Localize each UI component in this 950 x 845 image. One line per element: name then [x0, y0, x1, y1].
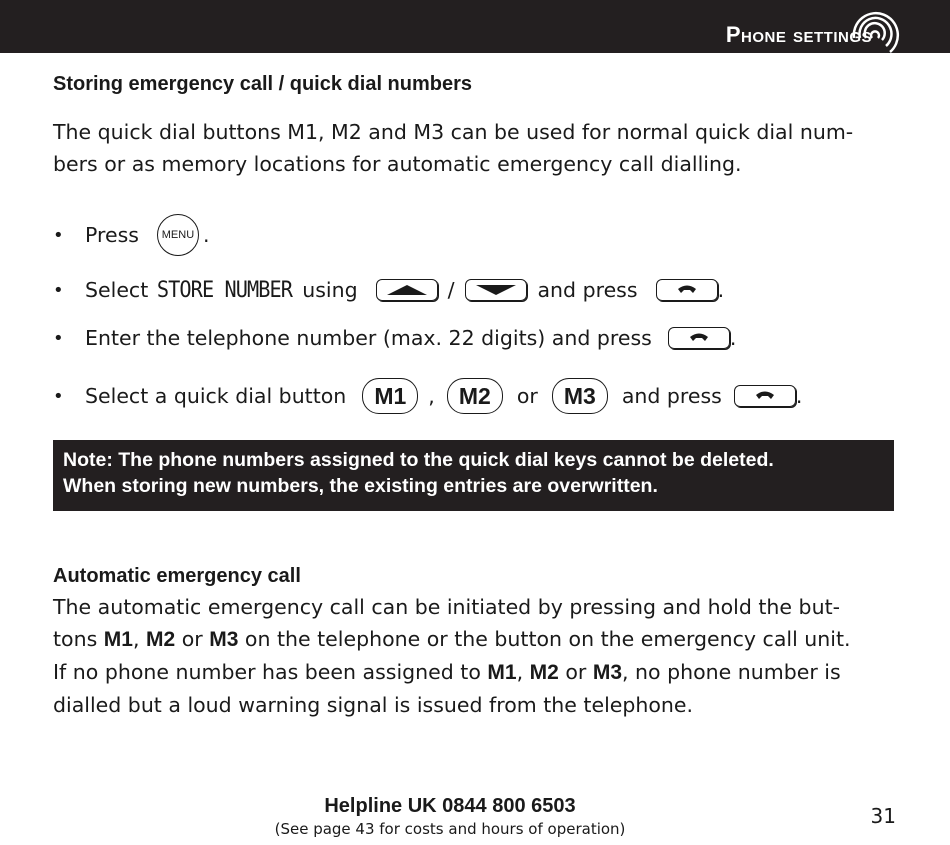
- m3-text: M3: [209, 628, 239, 651]
- text: , no phone number is: [622, 660, 841, 684]
- step-4-and-press: and press: [621, 384, 722, 408]
- intro-line-2: bers or as memory locations for automatic emergency call dialling.: [53, 152, 742, 176]
- header-bar: [0, 0, 950, 53]
- step-2-select: Select: [85, 278, 149, 302]
- step-1-press: Press: [85, 223, 139, 247]
- note-line-1: Note: The phone numbers assigned to the quick dial keys cannot be deleted.: [63, 449, 774, 471]
- automatic-paragraph: [53, 591, 893, 721]
- step-1-end: .: [202, 223, 210, 247]
- step-4: [53, 376, 802, 416]
- step-1: [53, 215, 209, 255]
- auto-line-1: The automatic emergency call can be initiated by pressing and hold the but-: [53, 595, 840, 619]
- section-heading-storing: Storing emergency call / quick dial numbers: [53, 73, 473, 95]
- step-4-end: .: [795, 384, 803, 408]
- m2-key: M2: [447, 378, 503, 414]
- helpline: Helpline UK 0844 800 6503: [324, 795, 576, 817]
- auto-line-2: [53, 623, 893, 656]
- m1-key: M1: [362, 378, 418, 414]
- text: on the telephone or the button on the emergency call unit.: [238, 627, 851, 651]
- auto-line-4: dialled but a loud warning signal is issued from the telephone.: [53, 693, 694, 717]
- menu-key-icon: MENU: [157, 214, 199, 256]
- step-2-and-press: and press: [537, 278, 638, 302]
- text: or: [175, 627, 210, 651]
- step-4-or: or: [516, 384, 538, 408]
- text: ,: [132, 627, 147, 651]
- step-3: [53, 318, 736, 358]
- bullet: •: [53, 327, 64, 349]
- handset-key-icon: [734, 385, 796, 407]
- text: ,: [516, 660, 530, 684]
- step-2-slash: /: [447, 278, 455, 302]
- step-3-text: Enter the telephone number (max. 22 digits) and press: [85, 326, 652, 350]
- helpline-note: (See page 43 for costs and hours of operation): [274, 820, 626, 838]
- concentric-rings-icon: [852, 0, 900, 53]
- step-4-text: Select a quick dial button: [85, 384, 347, 408]
- intro-paragraph: [53, 116, 893, 180]
- page-number: 31: [870, 804, 896, 828]
- m1-text: M1: [103, 628, 133, 651]
- m2-text: M2: [529, 661, 559, 684]
- bullet: •: [53, 385, 64, 407]
- text: or: [558, 660, 593, 684]
- header-title: Phone settings: [725, 22, 872, 47]
- lcd-display-text: STORE NUMBER: [157, 277, 293, 303]
- note-box: [53, 440, 894, 511]
- m1-text: M1: [487, 661, 517, 684]
- step-2-using: using: [302, 278, 358, 302]
- note-line-2: When storing new numbers, the existing entries are overwritten.: [63, 475, 658, 497]
- up-arrow-key-icon: [376, 279, 438, 301]
- step-2: [53, 270, 724, 310]
- section-heading-automatic: Automatic emergency call: [53, 565, 301, 587]
- handset-key-icon: [656, 279, 718, 301]
- handset-key-icon: [668, 327, 730, 349]
- m3-text: M3: [592, 661, 623, 684]
- step-4-comma: ,: [428, 384, 435, 408]
- text: tons: [53, 627, 104, 651]
- bullet: •: [53, 279, 64, 301]
- bullet: •: [53, 224, 64, 246]
- text: If no phone number has been assigned to: [53, 660, 488, 684]
- intro-line-1: The quick dial buttons M1, M2 and M3 can be used for normal quick dial num-: [53, 120, 854, 144]
- step-2-end: .: [717, 278, 725, 302]
- auto-line-3: [53, 656, 893, 689]
- step-3-end: .: [729, 326, 737, 350]
- down-arrow-key-icon: [465, 279, 527, 301]
- m2-text: M2: [146, 628, 176, 651]
- m3-key: M3: [552, 378, 608, 414]
